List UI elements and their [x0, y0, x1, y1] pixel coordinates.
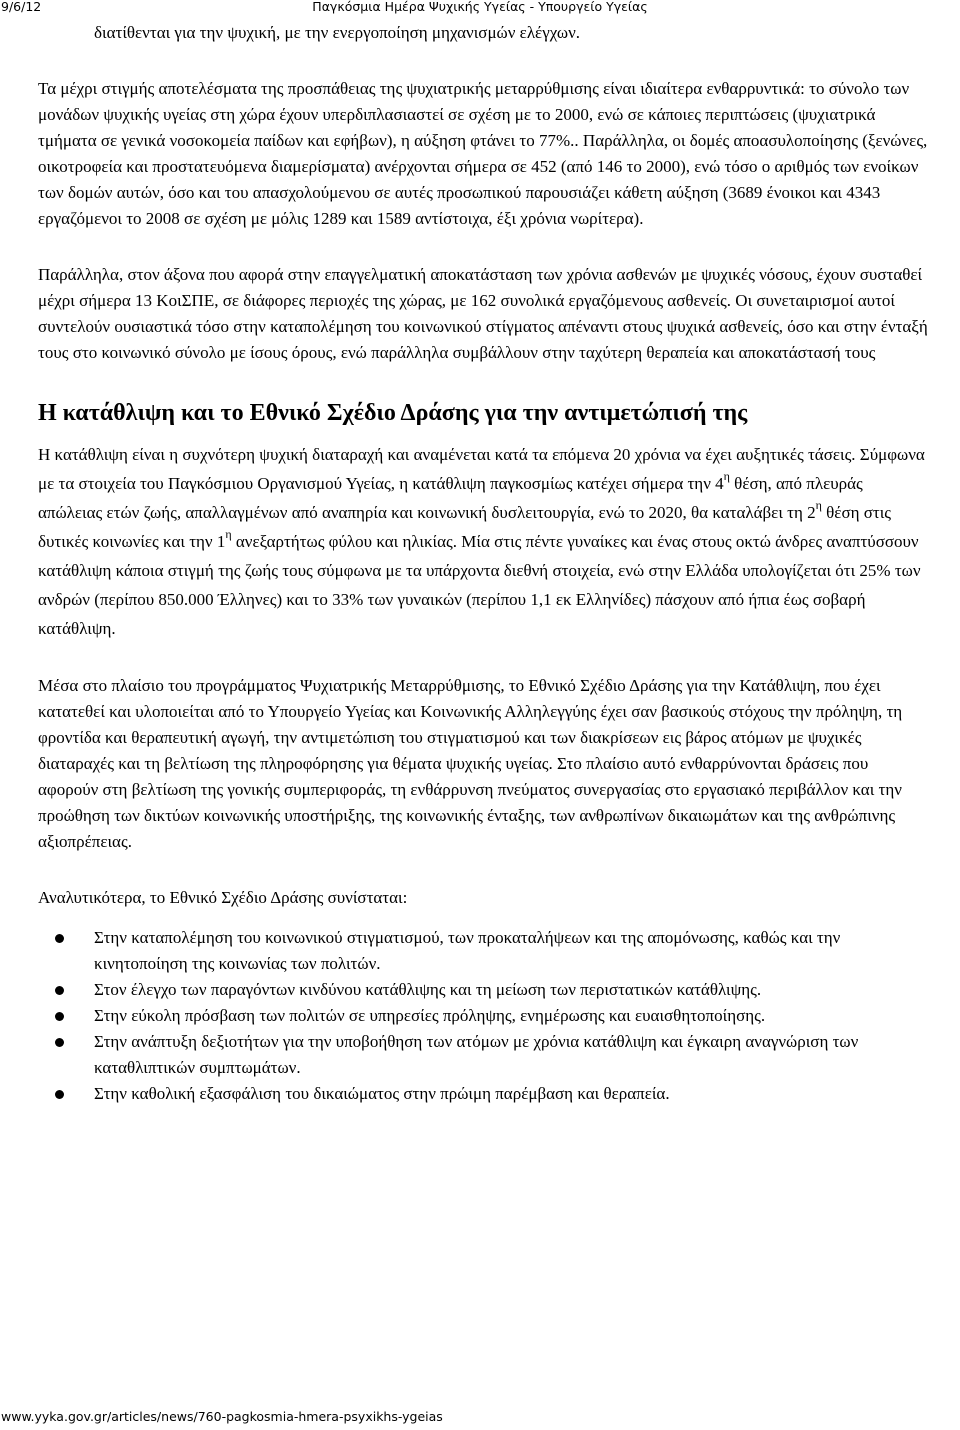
print-header [0, 0, 960, 18]
paragraph-depression [38, 440, 928, 643]
bullet-icon [55, 934, 64, 943]
text-segment: ανεξαρτήτως φύλου και ηλικίας. Μία στις πέντε γυναίκες και ένας στους οκτώ άνδρες αναπτύσσουν κατάθλιψη κάποια στιγμή της ζωής τους σύμφωνα με τα υπάρχοντα διεθνή στοιχεία, ενώ στην Ελλάδα υπολογίζεται ότι 25% των ανδρών (περίπου 850.000 Έλληνες) και το 33% των γυναικών (περίπου 1,1 εκ Ελληνίδες) πάσχουν από ήπια έως σοβαρή κατάθλιψη. [38, 532, 921, 638]
paragraph-continuation: διατίθενται για την ψυχική, με την ενεργοποίηση μηχανισμών ελέγχων. [94, 23, 581, 42]
paragraph-employment: Παράλληλα, στον άξονα που αφορά στην επαγγελματική αποκατάσταση των χρόνια ασθενών με ψυχικές νόσους, έχουν συσταθεί μέχρι σήμερα 13 ΚοιΣΠΕ, σε διάφορες περιοχές της χώρας, με 162 συνολικά εργαζόμενους ασθενείς. Οι συνεταιρισμοί αυτοί συντελούν ουσιαστικά τόσο στην καταπολέμηση του κοινωνικού στίγματος απέναντι στους ψυχικά ασθενείς, όσο και στην ένταξή τους στο κοινωνικό σύνολο με ίσους όρους, ενώ παράλληλα συμβάλλουν στην ταχύτερη θεραπεία και αποκατάστασή τους [38, 265, 928, 362]
action-plan-list [38, 925, 928, 1107]
print-date: 9/6/12 [1, 0, 42, 14]
text-segment: θέση, από πλευράς απώλειας ετών ζωής, απαλλαγμένων από αναπηρία και κοινωνική δυσλειτουργία, ενώ το 2020, θα καταλάβει τη 2 [38, 474, 863, 522]
list-item [94, 1029, 928, 1081]
print-footer-url: www.yyka.gov.gr/articles/news/760-pagkosmia-hmera-psyxikhs-ygeias [1, 1409, 443, 1424]
paragraph-action-plan: Μέσα στο πλαίσιο του προγράμματος Ψυχιατρικής Μεταρρύθμισης, το Εθνικό Σχέδιο Δράσης για την Κατάθλιψη, που έχει κατατεθεί και υλοποιείται από το Υπουργείο Υγείας και Κοινωνικής Αλληλεγγύης έχει σαν βασικούς στόχους την πρόληψη, τη φροντίδα και θεραπευτική αγωγή, την αντιμετώπιση του στιγματισμού και των διακρίσεων εις βάρος ατόμων με ψυχικές διαταραχές και τη βελτίωση της πληροφόρησης για θέματα ψυχικής υγείας. Στο πλαίσιο αυτό ενθαρρύνονται δράσεις που αφορούν στη βελτίωση της γονικής συμπεριφοράς, τη ενθάρρυνση πνεύματος συνεργασίας στο εργασιακό περιβάλλον και την προώθηση των δικτύων κοινωνικής υποστήριξης, της κοινωνικής ένταξης, των ανθρωπίνων δικαιωμάτων και της ανθρώπινης αξιοπρέπειας. [38, 676, 903, 851]
superscript: η [723, 469, 730, 484]
text-segment: θέση στις δυτικές κοινωνίες και την 1 [38, 503, 892, 551]
bullet-icon [55, 1090, 64, 1099]
list-item-text: Στην καθολική εξασφάλιση του δικαιώματος στην πρώιμη παρέμβαση και θεραπεία. [94, 1084, 670, 1103]
paragraph-reform-results: Τα μέχρι στιγμής αποτελέσματα της προσπάθειας της ψυχιατρικής μεταρρύθμισης είναι ιδιαίτερα ενθαρρυντικά: το σύνολο των μονάδων ψυχικής υγείας στη χώρα έχουν υπερδιπλασιαστεί σε σχέση με το 2000, ενώ σε κάποιες περιπτώσεις (ψυχιατρικά τμήματα σε γενικά νοσοκομεία παίδων και εφήβων), η αύξηση φτάνει το 77%.. Παράλληλα, οι δομές αποασυλοποίησης (ξενώνες, οικοτροφεία και προστατευόμενα διαμερίσματα) ανέρχονται σήμερα σε 452 (από 146 το 2000), ενώ τόσο ο αριθμός των ενοίκων των δομών αυτών, όσο και του απασχολούμενου σε αυτές προσωπικού παρουσιάζει κάθετη αύξηση (3689 ένοικοι και 4343 εργαζόμενοι το 2008 σε σχέση με μόλις 1289 και 1589 αντίστοιχα, έξι χρόνια νωρίτερα). [38, 79, 928, 228]
bullet-icon [55, 1038, 64, 1047]
bullet-icon [55, 1012, 64, 1021]
superscript: η [815, 498, 822, 513]
list-item-text: Στην καταπολέμηση του κοινωνικού στιγματισμού, των προκαταλήψεων και της απομόνωσης, καθώς και την κινητοποίηση της κοινωνίας των πολιτών. [94, 928, 841, 973]
superscript: η [225, 527, 232, 542]
list-item-text: Στην ανάπτυξη δεξιοτήτων για την υποβοήθηση των ατόμων με χρόνια κατάθλιψη και έγκαιρη αναγνώριση των καταθλιπτικών συμπτωμάτων. [94, 1032, 859, 1077]
text-segment: Η κατάθλιψη είναι η συχνότερη ψυχική διαταραχή και αναμένεται κατά τα επόμενα 20 χρόνια να έχει αυξητικές τάσεις. Σύμφωνα με τα στοιχεία του Παγκόσμιου Οργανισμού Υγείας, η κατάθλιψη παγκοσμίως κατέχει σήμερα την 4 [38, 445, 925, 493]
list-item-text: Στην εύκολη πρόσβαση των πολιτών σε υπηρεσίες πρόληψης, ενημέρωσης και ευαισθητοποίησης. [94, 1006, 766, 1025]
list-item [94, 925, 928, 977]
section-heading: Η κατάθλιψη και το Εθνικό Σχέδιο Δράσης για την αντιμετώπισή της [38, 400, 748, 426]
list-item [94, 1003, 928, 1029]
article-body [38, 20, 928, 1107]
list-item [94, 977, 928, 1003]
list-item [94, 1081, 928, 1107]
print-page-title: Παγκόσμια Ημέρα Ψυχικής Υγείας - Υπουργείο Υγείας [312, 0, 648, 14]
bullet-icon [55, 986, 64, 995]
list-item-text: Στον έλεγχο των παραγόντων κινδύνου κατάθλιψης και τη μείωση των περιστατικών κατάθλιψης. [94, 980, 762, 999]
paragraph-list-intro: Αναλυτικότερα, το Εθνικό Σχέδιο Δράσης συνίσταται: [38, 888, 408, 907]
